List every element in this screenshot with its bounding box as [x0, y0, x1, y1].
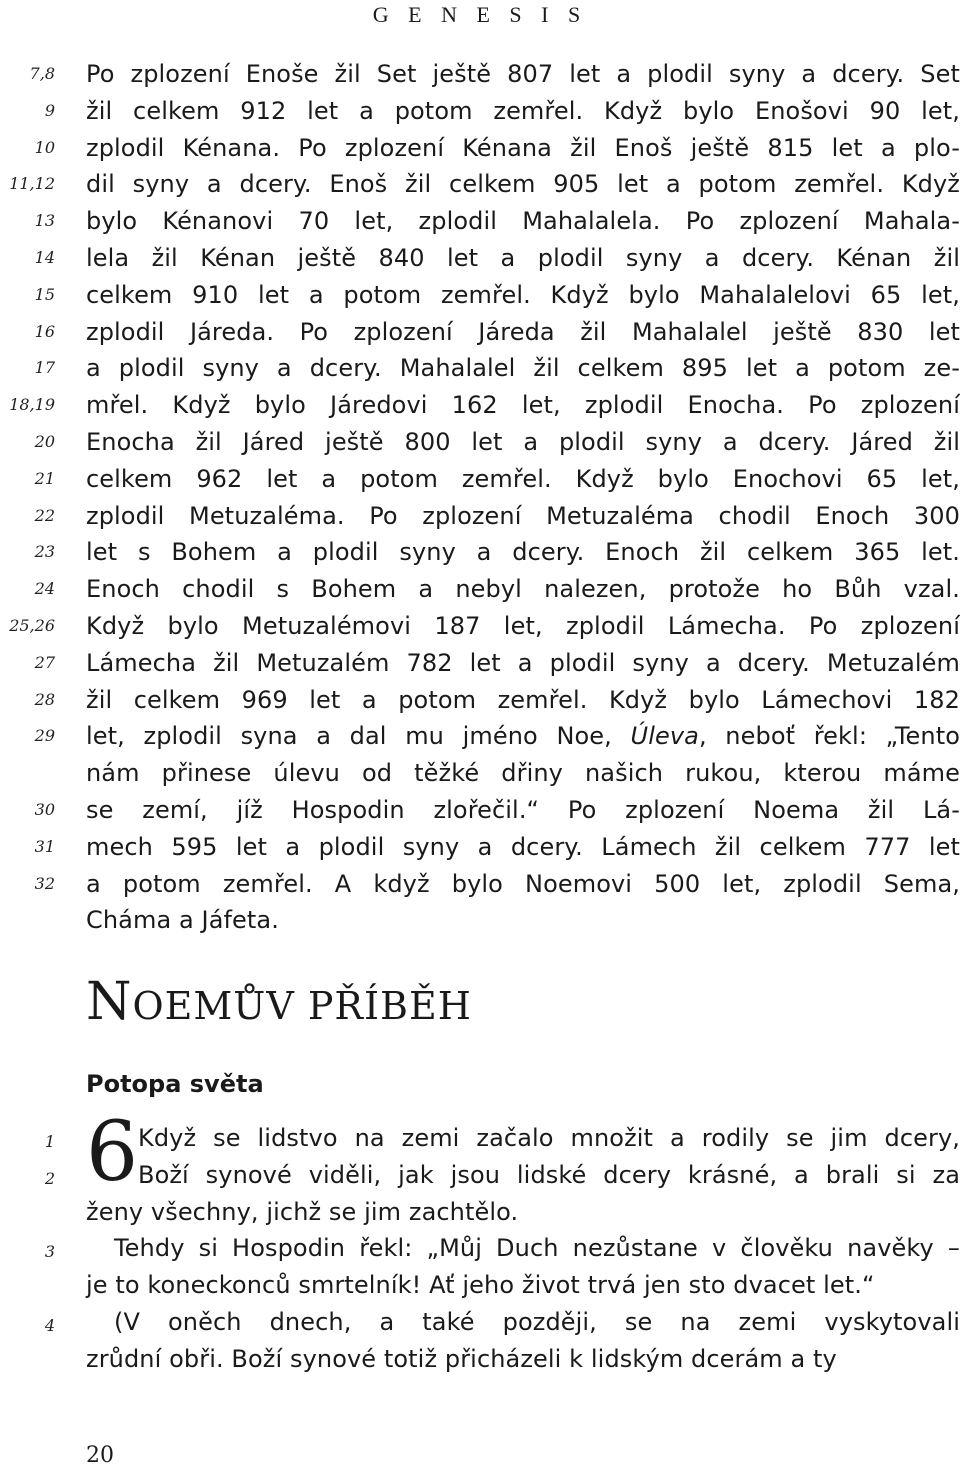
- verse-number: 2: [44, 1168, 55, 1188]
- text-line: je to koneckonců smrtelník! Ať jeho život trvá jen sto dvacet let.“: [86, 1271, 875, 1300]
- text-line: let s Bohem a plodil syny a dcery. Enoch žil celkem 365 let.: [86, 538, 960, 567]
- verse-number: 9: [44, 100, 55, 120]
- section-title: [86, 972, 472, 1032]
- text-line: Když se lidstvo na zemi začalo množit a rodily se jim dcery,: [138, 1124, 960, 1152]
- verse-number: 1: [44, 1132, 55, 1151]
- text-line: lela žil Kénan ještě 840 let a plodil syny a dcery. Kénan žil: [86, 243, 960, 272]
- page-number: 20: [86, 1443, 114, 1468]
- verse-number: 21: [34, 468, 55, 488]
- verse-number: 30: [34, 800, 55, 819]
- verse-number: 20: [34, 432, 55, 451]
- subsection-title: Potopa světa: [86, 1070, 264, 1098]
- verse-number: 16: [34, 321, 55, 341]
- text-line: Když bylo Metuzalémovi 187 let, zplodil Lámecha. Po zplození: [86, 611, 960, 640]
- text-line: zplodil Kénana. Po zplození Kénana žil Enoš ještě 815 let a plo-: [86, 133, 960, 162]
- verse-number: 13: [34, 211, 55, 231]
- verse-number: 11,12: [9, 174, 55, 194]
- text-line: zrůdní obři. Boží synové totiž přicházeli k lidským dcerám a ty: [86, 1344, 837, 1373]
- section-title-rest: OEMŮV PŘÍBĚH: [132, 984, 472, 1028]
- chapter-5-text: [86, 56, 960, 939]
- verse-number: 14: [34, 248, 55, 267]
- chapter-number-dropcap: 6: [86, 1105, 139, 1200]
- text-line: Lámecha žil Metuzalém 782 let a plodil syny a dcery. Metuzalém: [86, 648, 960, 677]
- verse-number: 27: [34, 652, 55, 672]
- verse-number: 3: [44, 1242, 55, 1262]
- verse-number: 32: [34, 873, 55, 893]
- text-line: Enocha žil Járed ještě 800 let a plodil syny a dcery. Járed žil: [86, 427, 960, 456]
- text-line: zplodil Metuzaléma. Po zplození Metuzaléma chodil Enoch 300: [86, 501, 960, 530]
- italic-name: Úleva: [630, 722, 699, 751]
- text-line: mřel. Když bylo Járedovi 162 let, zplodil Enocha. Po zplození: [86, 391, 960, 420]
- text-run: let, zplodil syna a dal mu jméno Noe,: [86, 722, 631, 751]
- verse-number: 7,8: [29, 64, 55, 83]
- verse-number: 31: [34, 836, 55, 856]
- text-line: žil celkem 969 let a potom zemřel. Když bylo Lámechovi 182: [86, 685, 960, 714]
- verse-number: 15: [34, 284, 55, 304]
- text-line: a potom zemřel. A když bylo Noemovi 500 let, zplodil Sema,: [86, 869, 960, 898]
- verse-number: 23: [34, 542, 55, 562]
- chapter-6-text: [86, 1120, 960, 1378]
- verse-number: 17: [34, 358, 55, 378]
- text-line: ženy všechny, jichž se jim zachtělo.: [86, 1197, 519, 1226]
- text-line: celkem 910 let a potom zemřel. Když bylo Mahalalelovi 65 let,: [86, 280, 960, 309]
- running-head: G E N E S I S: [372, 2, 588, 27]
- text-line: se zemí, jíž Hospodin zlořečil.“ Po zplození Noema žil Lá-: [86, 795, 960, 824]
- verse-number: 29: [34, 726, 55, 746]
- verse-number: 22: [34, 505, 55, 525]
- verse-number: 4: [44, 1316, 55, 1335]
- text-line: bylo Kénanovi 70 let, zplodil Mahalalela. Po zplození Mahala-: [86, 207, 960, 236]
- section-title-initial: N: [86, 972, 133, 1032]
- verse-number: 25,26: [9, 616, 55, 635]
- text-line: [86, 718, 960, 755]
- text-line: žil celkem 912 let a potom zemřel. Když bylo Enošovi 90 let,: [86, 96, 960, 125]
- text-line: nám přinese úlevu od těžké dřiny našich rukou, kterou máme: [86, 759, 960, 788]
- text-line: Enoch chodil s Bohem a nebyl nalezen, protože ho Bůh vzal.: [86, 575, 960, 604]
- text-line: a plodil syny a dcery. Mahalalel žil celkem 895 let a potom ze-: [86, 354, 960, 383]
- verse-number: 10: [34, 137, 55, 157]
- verse-number: 28: [34, 689, 55, 709]
- text-line: celkem 962 let a potom zemřel. Když bylo Enochovi 65 let,: [86, 464, 960, 493]
- text-line: dil syny a dcery. Enoš žil celkem 905 let a potom zemřel. Když: [86, 170, 960, 199]
- text-line: mech 595 let a plodil syny a dcery. Lámech žil celkem 777 let: [86, 832, 960, 861]
- verse-number: 18,19: [9, 395, 55, 415]
- text-line: Cháma a Jáfeta.: [86, 906, 279, 935]
- verse-number: 24: [34, 579, 55, 599]
- text-line: Boží synové viděli, jak jsou lidské dcery krásné, a brali si za: [138, 1160, 960, 1189]
- text-line: Po zplození Enoše žil Set ještě 807 let a plodil syny a dcery. Set: [86, 60, 960, 88]
- text-run: , neboť řekl: „Tento: [698, 722, 960, 751]
- text-line: (V oněch dnech, a také později, se na zemi vyskytovali: [114, 1307, 960, 1336]
- text-line: Tehdy si Hospodin řekl: „Můj Duch nezůstane v člověku navěky –: [114, 1234, 960, 1263]
- text-line: zplodil Járeda. Po zplození Járeda žil Mahalalel ještě 830 let: [86, 317, 960, 346]
